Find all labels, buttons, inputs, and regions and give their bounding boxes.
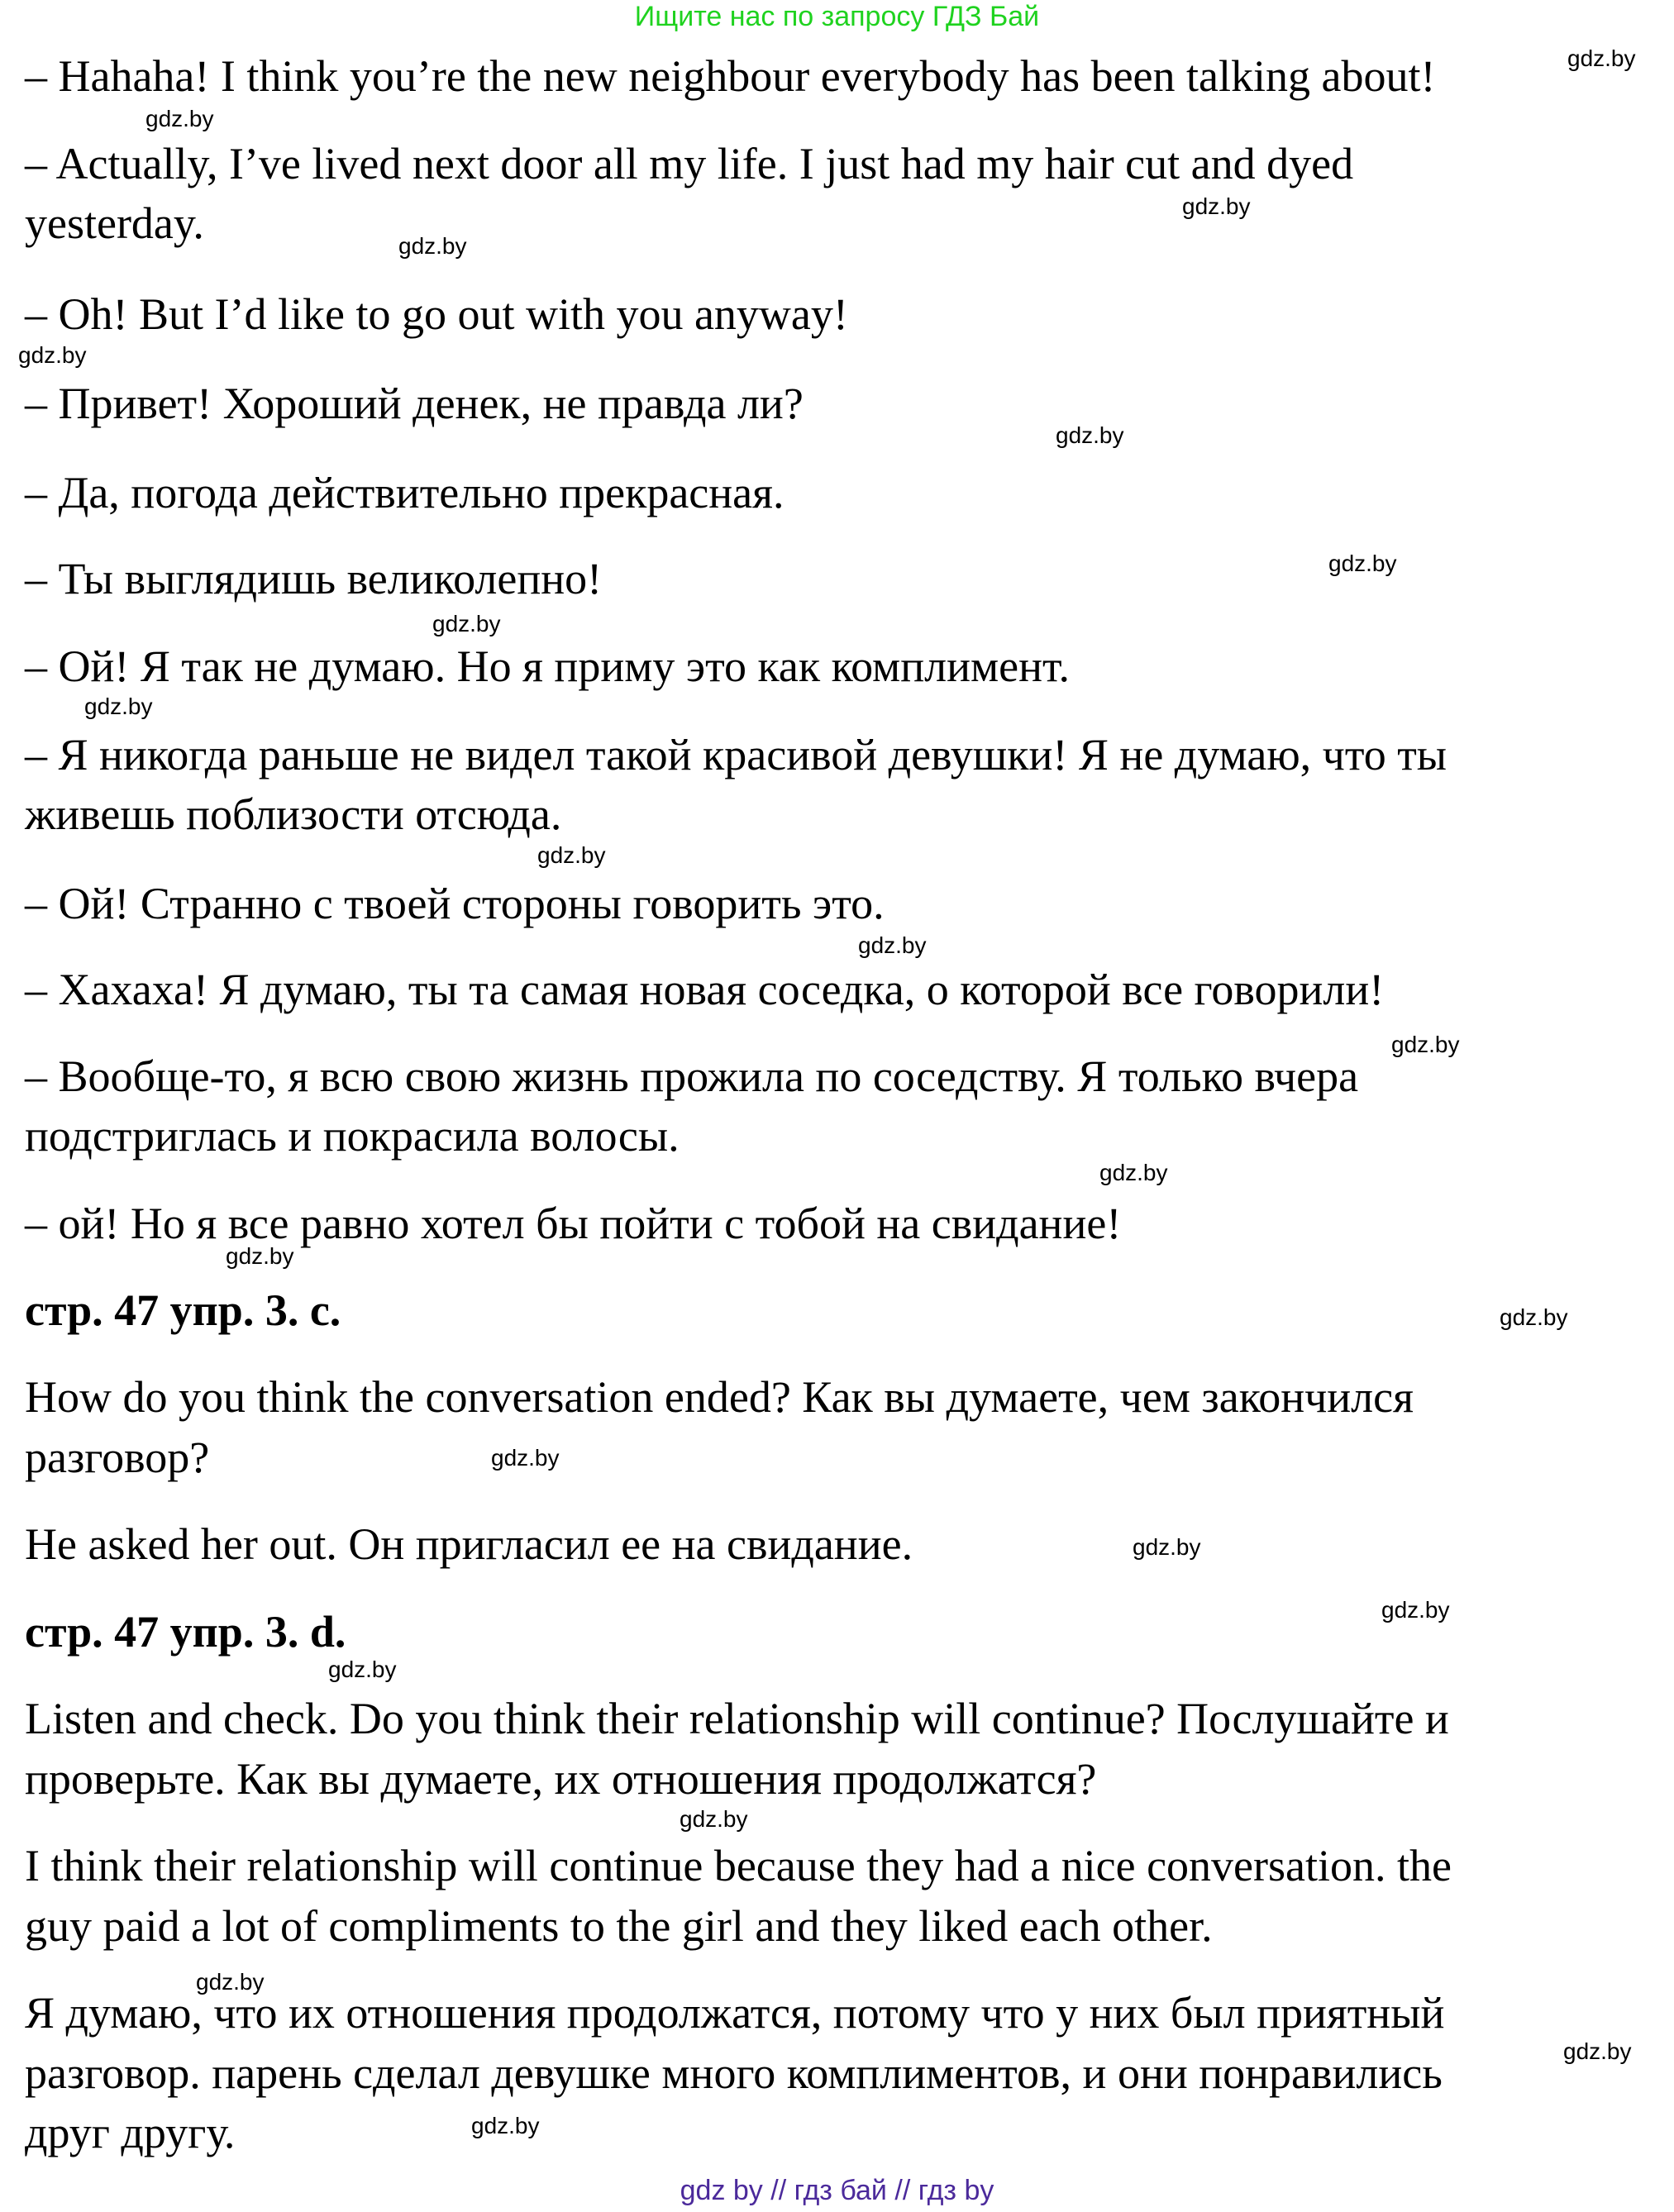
question-3d-cont: проверьте. Как вы думаете, их отношения продолжатся? [25,1754,1097,1804]
exercise-heading-3c: стр. 47 упр. 3. c. [25,1285,341,1335]
watermark: gdz.by [1056,422,1124,448]
dialogue-line-ru-7: – Хахаха! Я думаю, ты та самая новая соседка, о которой все говорили! [25,965,1385,1014]
footer-links[interactable]: gdz by // гдз бай // гдз by [680,2175,994,2206]
watermark: gdz.by [196,1969,265,1995]
dialogue-line-ru-5-cont: живешь поблизости отсюда. [25,789,562,839]
watermark: gdz.by [537,842,606,868]
watermark: gdz.by [1500,1304,1568,1330]
watermark: gdz.by [432,611,501,636]
watermark: gdz.by [1567,45,1636,71]
watermark: gdz.by [1381,1597,1450,1623]
question-3c-cont: разговор? [25,1433,210,1482]
watermark: gdz.by [471,2113,540,2138]
watermark: gdz.by [1099,1160,1168,1185]
dialogue-line-ru-8-cont: подстриглась и покрасила волосы. [25,1111,680,1161]
dialogue-line-en-1: – Hahaha! I think you’re the new neighbour everybody has been talking about! [25,51,1436,101]
watermark: gdz.by [145,106,214,131]
answer-3d-en: I think their relationship will continue because they had a nice conversation. the [25,1841,1452,1890]
dialogue-line-ru-6: – Ой! Странно с твоей стороны говорить это. [25,879,885,928]
watermark: gdz.by [84,694,153,719]
dialogue-line-ru-4: – Ой! Я так не думаю. Но я приму это как комплимент. [25,641,1071,691]
watermark: gdz.by [491,1445,560,1471]
watermark: gdz.by [1182,193,1251,219]
dialogue-line-ru-2: – Да, погода действительно прекрасная. [25,468,785,517]
watermark: gdz.by [1133,1534,1201,1560]
watermark: gdz.by [328,1657,397,1682]
answer-3d-ru: Я думаю, что их отношения продолжатся, потому что у них был приятный [25,1988,1445,2038]
question-3c: How do you think the conversation ended? Как вы думаете, чем закончился [25,1372,1414,1422]
watermark: gdz.by [1563,2038,1632,2064]
answer-3d-en-cont: guy paid a lot of compliments to the girl and they liked each other. [25,1901,1213,1951]
dialogue-line-ru-9: – ой! Но я все равно хотел бы пойти с тобой на свидание! [25,1199,1122,1248]
watermark: gdz.by [1328,551,1397,576]
answer-3d-ru-cont: разговор. парень сделал девушке много комплиментов, и они понравились [25,2048,1443,2098]
dialogue-line-en-2: – Actually, I’ve lived next door all my life. I just had my hair cut and dyed [25,139,1354,188]
exercise-heading-3d: стр. 47 упр. 3. d. [25,1607,346,1657]
watermark: gdz.by [226,1243,294,1269]
dialogue-line-ru-1: – Привет! Хороший денек, не правда ли? [25,379,804,428]
dialogue-line-ru-8: – Вообще-то, я всю свою жизнь прожила по соседству. Я только вчера [25,1051,1359,1101]
watermark: gdz.by [858,932,927,958]
dialogue-line-en-2-cont: yesterday. [25,198,204,248]
watermark: gdz.by [1391,1032,1460,1057]
answer-3d-ru-cont2: друг другу. [25,2108,236,2157]
dialogue-line-ru-3: – Ты выглядишь великолепно! [25,554,603,603]
watermark: gdz.by [18,342,87,368]
dialogue-line-en-3: – Oh! But I’d like to go out with you anyway! [25,289,848,339]
search-hint-banner: Ищите нас по запросу ГДЗ Бай [634,1,1040,32]
dialogue-line-ru-5: – Я никогда раньше не видел такой красивой девушки! Я не думаю, что ты [25,730,1447,779]
watermark: gdz.by [680,1806,748,1832]
answer-3c: He asked her out. Он пригласил ее на свидание. [25,1519,913,1569]
watermark: gdz.by [398,233,467,259]
question-3d: Listen and check. Do you think their relationship will continue? Послушайте и [25,1694,1449,1743]
